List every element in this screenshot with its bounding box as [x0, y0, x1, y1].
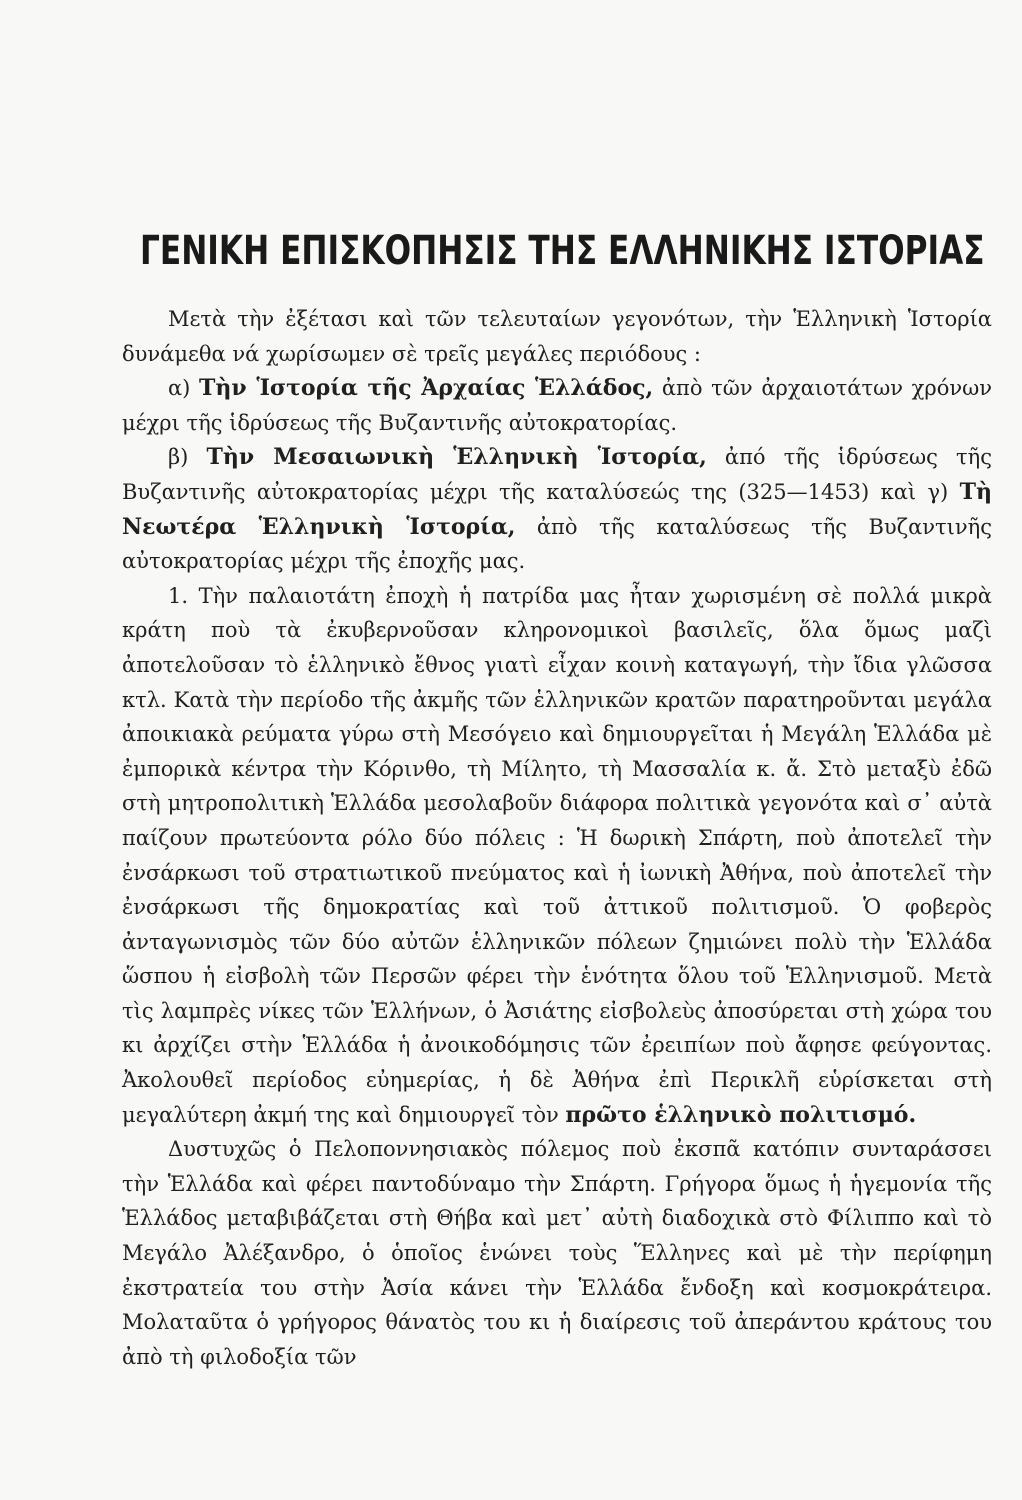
- intro-paragraph: Μετὰ τὴν ἐξέτασι καὶ τῶν τελευταίων γεγονότων, τὴν Ἑλληνικὴ Ἱστορία δυνάμεθα νά χωρίσωμεν σὲ τρεῖς μεγάλες περιόδους :: [122, 307, 992, 366]
- period-b-text: ἀπό τῆς ἱδρύσεως τῆς Βυζαντινῆς αὐτοκρατορίας μέχρι τῆς καταλύσεώς της (325—1453) καὶ: [122, 445, 992, 504]
- section-1-paragraph: [122, 579, 992, 1133]
- period-b-prefix: β): [168, 445, 189, 470]
- body-text: [122, 302, 992, 1374]
- section-1-emphasis: πρῶτο ἑλληνικὸ πολιτισμό.: [565, 1101, 917, 1128]
- period-b-paragraph: [122, 440, 992, 578]
- period-b-name: Τὴν Μεσαιωνικὴ Ἑλληνικὴ Ἱστορία,: [206, 444, 707, 471]
- period-a-paragraph: [122, 371, 992, 440]
- period-c-name: Τὴ Νεωτέρα Ἑλληνικὴ Ἱστορία,: [122, 478, 992, 540]
- period-c-prefix: γ): [927, 479, 949, 504]
- section-1-text: 1. Τὴν παλαιοτάτη ἐποχὴ ἡ πατρίδα μας ἦταν χωρισμένη σὲ πολλά μικρὰ κράτη ποὺ τὰ ἐκυβερνοῦσαν κληρονομικοὶ βασιλεῖς, ὅλα ὅμως μαζὶ ἀποτελοῦσαν τὸ ἑλληνικὸ ἔθνος γιατὶ εἶχαν κοινὴ καταγωγή, τὴν ἴδια γλῶσσα κτλ. Κατὰ τὴν περίοδο τῆς ἀκμῆς τῶν ἑλληνικῶν κρατῶν παρατηροῦνται μεγάλα ἀποικιακὰ ρεύματα γύρω στὴ Μεσόγειο καὶ δημιουργεῖται ἡ Μεγάλη Ἑλλάδα μὲ ἐμπορικὰ κέντρα τὴν Κόρινθο, τὴ Μίλητο, τὴ Μασσαλία κ. ἄ. Στὸ μεταξὺ ἐδῶ στὴ μητροπολιτικὴ Ἑλλάδα μεσολαβοῦν διάφορα πολιτικὰ γεγονότα καὶ σ᾿ αὐτὰ παίζουν πρωτεύοντα ρόλο δύο πόλεις : Ἡ δωρικὴ Σπάρτη, ποὺ ἀποτελεῖ τὴν ἐνσάρκωσι τοῦ στρατιωτικοῦ πνεύματος καὶ ἡ ἰωνικὴ Ἀθήνα, ποὺ ἀποτελεῖ τὴν ἐνσάρκωσι τῆς δημοκρατίας καὶ τοῦ ἀττικοῦ πολιτισμοῦ. Ὁ φοβερὸς ἀνταγωνισμὸς τῶν δύο αὐτῶν ἑλληνικῶν πόλεων ζημιώνει πολὺ τὴν Ἑλλάδα ὥσπου ἡ εἰσβολὴ τῶν Περσῶν φέρει τὴν ἑνότητα ὅλου τοῦ Ἑλληνισμοῦ. Μετὰ τὶς λαμπρὲς νίκες τῶν Ἑλλήνων, ὁ Ἀσιάτης εἰσβολεὺς ἀποσύρεται στὴ χώρα του κι ἀρχίζει στὴν Ἑλλάδα ἡ ἀνοικοδόμησις τῶν ἐρειπίων ποὺ ἄφησε φεύγοντας. Ἀκολουθεῖ περίοδος εὐημερίας, ἡ δὲ Ἀθήνα ἐπὶ Περικλῆ εὑρίσκεται στὴ μεγαλύτερη ἀκμή της καὶ δημιουργεῖ τὸν: [122, 583, 992, 1127]
- period-c-text: ἀπὸ τῆς καταλύσεως τῆς Βυζαντινῆς αὐτοκρατορίας μέχρι τῆς ἐποχῆς μας.: [122, 514, 992, 574]
- period-a-name: Τὴν Ἱστορία τῆς Ἀρχαίας Ἑλλάδος,: [199, 375, 654, 402]
- period-a-text: ἀπὸ τῶν ἀρχαιοτάτων χρόνων μέχρι τῆς ἱδρύσεως τῆς Βυζαντινῆς αὐτοκρατορίας.: [122, 376, 992, 435]
- page-title: ΓΕΝΙΚΗ ΕΠΙΣΚΟΠΗΣΙΣ ΤΗΣ ΕΛΛΗΝΙΚΗΣ ΙΣΤΟΡΙΑΣ: [140, 228, 985, 274]
- period-a-prefix: α): [168, 376, 191, 401]
- section-2-paragraph: Δυστυχῶς ὁ Πελοποννησιακὸς πόλεμος ποὺ ἐκσπᾶ κατόπιν συνταράσσει τὴν Ἑλλάδα καὶ φέρει παντοδύναμο τὴν Σπάρτη. Γρήγορα ὅμως ἡ ἡγεμονία τῆς Ἑλλάδος μεταβιβάζεται στὴ Θήβα καὶ μετ᾿ αὐτὴ διαδοχικὰ στὸ Φίλιππο καὶ τὸ Μεγάλο Ἀλέξανδρο, ὁ ὁποῖος ἑνώνει τοὺς Ἕλληνες καὶ μὲ τὴν περίφημη ἐκστρατεία του στὴν Ἀσία κάνει τὴν Ἑλλάδα ἔνδοξη καὶ κοσμοκράτειρα. Μολαταῦτα ὁ γρήγορος θάνατὸς του κι ἡ διαίρεσις τοῦ ἀπεράντου κράτους του ἀπὸ τὴ φιλοδοξία τῶν: [122, 1137, 992, 1369]
